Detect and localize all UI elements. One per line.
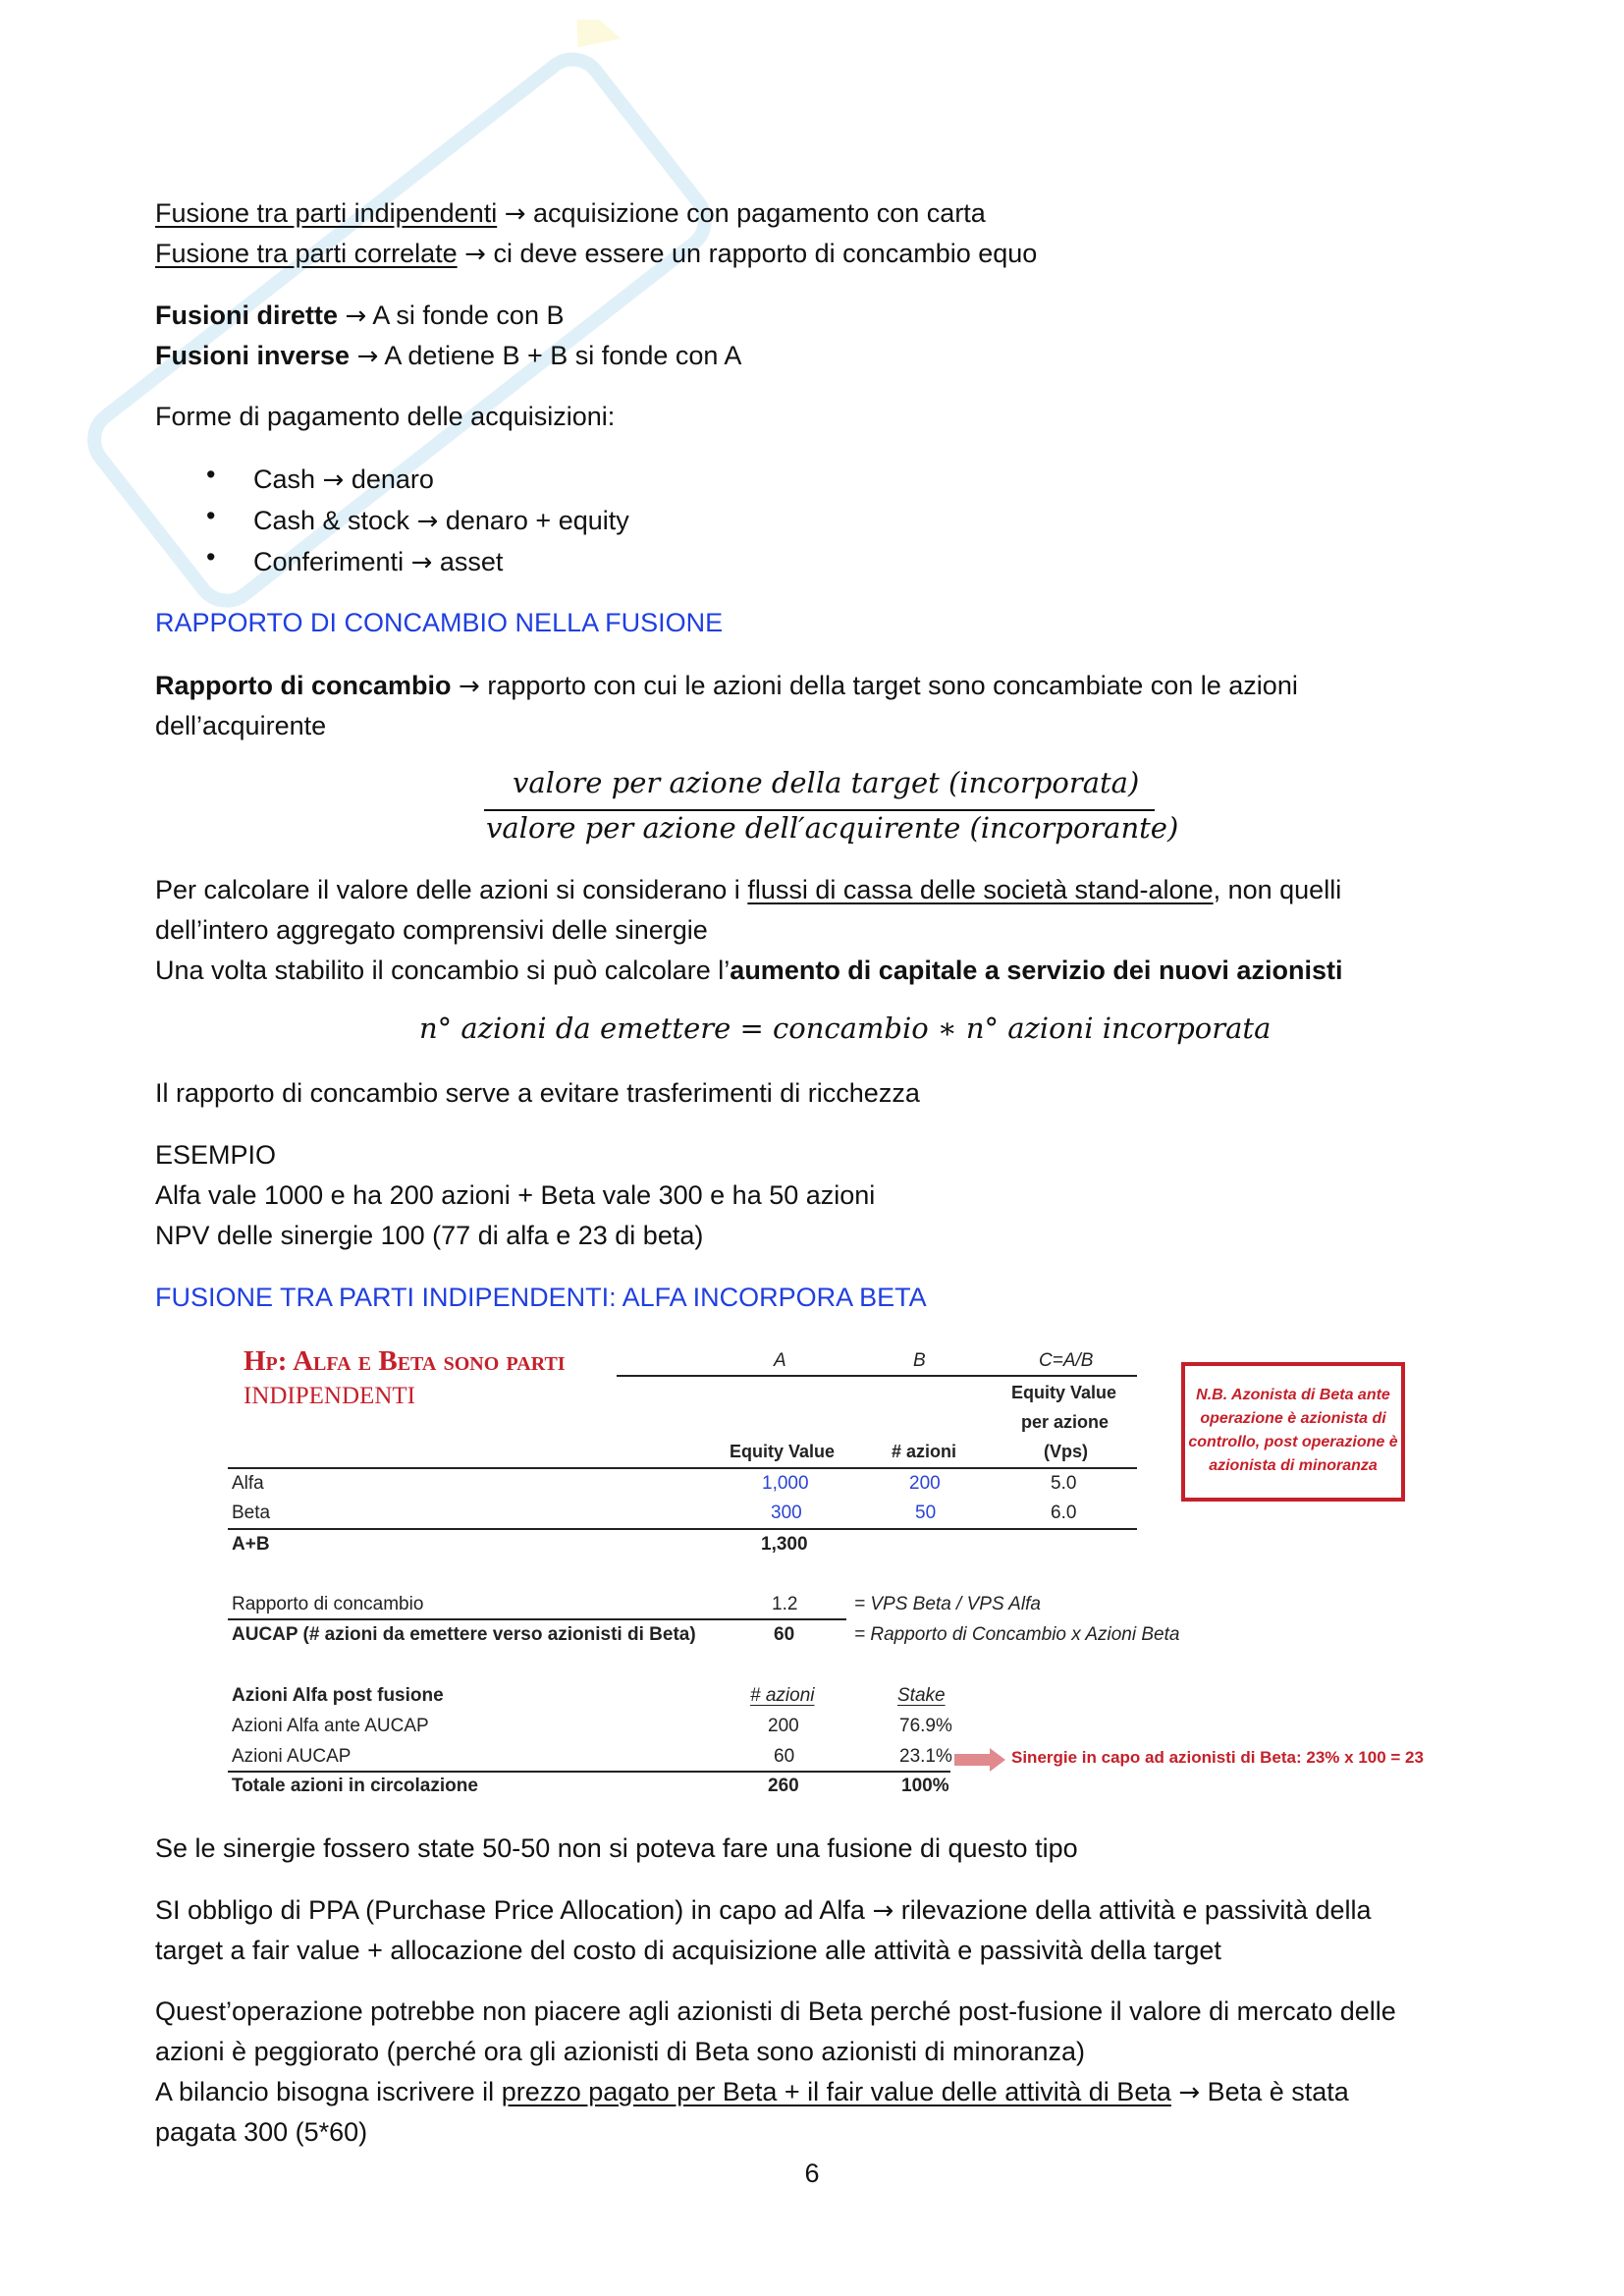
bullet-icon: • xyxy=(206,542,216,572)
line-independent-merger xyxy=(155,193,986,235)
row-label-beta: Beta xyxy=(232,1503,271,1523)
section-heading-alfa-incorporates-beta: FUSIONE TRA PARTI INDIPENDENTI: ALFA INCORPORA BETA xyxy=(155,1283,927,1312)
bullet-definition: denaro + equity xyxy=(438,506,629,535)
line-balance-sheet xyxy=(155,2072,1349,2113)
note-aucap: = Rapporto di Concambio x Azioni Beta xyxy=(854,1624,1180,1645)
cell-aucap-shares: 60 xyxy=(774,1746,795,1767)
arrow-icon: → xyxy=(322,465,345,495)
definition-text: ci deve essere un rapporto di concambio equo xyxy=(485,239,1038,268)
bullet-item-conferimenti xyxy=(253,542,503,583)
page-number: 6 xyxy=(804,2159,820,2188)
payment-forms-intro: Forme di pagamento delle acquisizioni: xyxy=(155,402,616,431)
row-label-aucap-shares: Azioni AUCAP xyxy=(232,1746,352,1767)
arrow-icon: → xyxy=(416,507,439,536)
table-rule xyxy=(228,1618,846,1620)
bullet-item-cash xyxy=(253,460,434,501)
term-direct-merger: Fusioni dirette xyxy=(155,301,339,330)
col-letter-b: B xyxy=(913,1350,926,1371)
underlined-price-paid: prezzo pagato per Beta + il fair value delle attività di Beta xyxy=(501,2077,1171,2106)
definition-text: acquisizione con pagamento con carta xyxy=(525,198,986,228)
line-inverse-merger xyxy=(155,336,741,377)
definition-text: A detiene B + B si fonde con A xyxy=(378,341,742,370)
line-paid-300: pagata 300 (5*60) xyxy=(155,2117,368,2147)
bullet-icon: • xyxy=(206,460,216,489)
line-capital-increase xyxy=(155,951,1342,991)
post-fusion-header: Azioni Alfa post fusione xyxy=(232,1685,444,1706)
row-label-total-shares: Totale azioni in circolazione xyxy=(232,1776,478,1796)
text-part: Beta è stata xyxy=(1200,2077,1349,2106)
arrow-icon: → xyxy=(504,199,526,229)
col-header-shares: # azioni xyxy=(892,1442,957,1461)
arrow-icon: → xyxy=(459,672,480,701)
cell-aucap: 60 xyxy=(774,1624,795,1645)
text-part: rilevazione della attività e passività della xyxy=(893,1895,1372,1925)
text-part: Una volta stabilito il concambio si può calcolare l’ xyxy=(155,956,731,985)
bullet-term: Cash & stock xyxy=(253,506,417,535)
cell-alfa-vps: 5.0 xyxy=(1051,1473,1077,1494)
bullet-icon: • xyxy=(206,501,216,530)
nb-note-text: N.B. Azonista di Beta ante operazione è azionista di controllo, post operazione è azionista di minoranza xyxy=(1188,1387,1398,1474)
cell-beta-equity: 300 xyxy=(771,1503,802,1523)
vps-header-line2: per azione xyxy=(1021,1412,1110,1432)
col-letter-c: C=A/B xyxy=(1039,1350,1094,1371)
nb-note-box xyxy=(1181,1362,1405,1502)
row-label-exchange-ratio: Rapporto di concambio xyxy=(232,1594,424,1614)
note-synergy: Sinergie in capo ad azionisti di Beta: 23% x 100 = 23 xyxy=(1011,1748,1424,1767)
term-exchange-ratio: Rapporto di concambio xyxy=(155,671,452,700)
arrow-icon: → xyxy=(1178,2078,1201,2107)
line-share-value-calc xyxy=(155,870,1341,910)
bullet-item-cash-stock xyxy=(253,501,629,542)
line-aggregate: dell’intero aggregato comprensivi delle sinergie xyxy=(155,915,708,945)
formula-numerator: valore per azione della target (incorporata) xyxy=(513,766,1140,799)
cell-alfa-shares: 200 xyxy=(909,1473,941,1494)
arrow-icon: → xyxy=(345,301,367,331)
underlined-cash-flows: flussi di cassa delle società stand-alone xyxy=(747,875,1214,904)
cell-exchange-ratio: 1.2 xyxy=(772,1594,798,1614)
formula-denominator: valore per azione dell′acquirente (incorporante) xyxy=(486,811,1179,845)
red-arrow-icon xyxy=(954,1748,1005,1772)
definition-text: rapporto con cui le azioni della target sono concambiate con le azioni xyxy=(479,671,1298,700)
cell-beta-vps: 6.0 xyxy=(1051,1503,1077,1523)
text-part: SI obbligo di PPA (Purchase Price Allocation) in capo ad Alfa xyxy=(155,1895,873,1925)
cell-alfa-equity: 1,000 xyxy=(762,1473,809,1494)
note-exchange-ratio: = VPS Beta / VPS Alfa xyxy=(854,1594,1041,1614)
vps-header-line3: (Vps) xyxy=(1044,1442,1088,1461)
arrow-icon: → xyxy=(464,240,486,269)
bullet-term: Cash xyxy=(253,465,323,494)
line-direct-merger xyxy=(155,296,564,337)
row-label-alfa: Alfa xyxy=(232,1473,264,1494)
table-rule xyxy=(228,1771,950,1773)
line-beta-shareholders: Quest’operazione potrebbe non piacere agli azionisti di Beta perché post-fusione il valore di mercato delle xyxy=(155,1996,1396,2026)
line-exchange-ratio-definition xyxy=(155,666,1298,707)
arrow-icon: → xyxy=(410,548,433,577)
table-rule xyxy=(228,1467,1137,1469)
bullet-term: Conferimenti xyxy=(253,547,411,576)
term-correlated-merger: Fusione tra parti correlate xyxy=(155,239,458,268)
text-part: , non quelli xyxy=(1213,875,1342,904)
col-header-equity-value: Equity Value xyxy=(730,1442,836,1461)
formula-shares-to-issue: n° azioni da emettere = concambio ∗ n° azioni incorporata xyxy=(419,1011,1272,1045)
arrow-icon: → xyxy=(872,1896,894,1926)
example-line-2: NPV delle sinergie 100 (77 di alfa e 23 di beta) xyxy=(155,1221,704,1250)
bold-capital-increase: aumento di capitale a servizio dei nuovi azionisti xyxy=(730,956,1343,985)
example-label: ESEMPIO xyxy=(155,1140,277,1170)
cell-total-stake: 100% xyxy=(901,1776,949,1796)
row-label-ante-aucap: Azioni Alfa ante AUCAP xyxy=(232,1716,429,1736)
term-inverse-merger: Fusioni inverse xyxy=(155,341,351,370)
example-line-1: Alfa vale 1000 e ha 200 azioni + Beta vale 300 e ha 50 azioni xyxy=(155,1180,876,1210)
row-label-aucap: AUCAP (# azioni da emettere verso azionisti di Beta) xyxy=(232,1624,696,1645)
vps-header-line1: Equity Value xyxy=(1011,1383,1117,1402)
text-part: Per calcolare il valore delle azioni si considerano i xyxy=(155,875,748,904)
cell-beta-shares: 50 xyxy=(915,1503,937,1523)
line-synergy-5050: Se le sinergie fossero state 50-50 non si poteva fare una fusione di questo tipo xyxy=(155,1833,1078,1863)
line-ppa-continuation: target a fair value + allocazione del costo di acquisizione alle attività e passività della target xyxy=(155,1936,1221,1965)
table-title-line1: Hp: Alfa e Beta sono parti xyxy=(244,1345,566,1377)
cell-ante-shares: 200 xyxy=(768,1716,799,1736)
table-title-line2: INDIPENDENTI xyxy=(244,1383,415,1409)
bullet-definition: denaro xyxy=(344,465,434,494)
cell-total-shares: 260 xyxy=(768,1776,799,1796)
section-heading-exchange-ratio: RAPPORTO DI CONCAMBIO NELLA FUSIONE xyxy=(155,608,724,637)
definition-text: A si fonde con B xyxy=(366,301,565,330)
line-ppa xyxy=(155,1890,1372,1932)
row-label-total: A+B xyxy=(232,1534,270,1555)
cell-total-equity: 1,300 xyxy=(761,1534,808,1555)
term-independent-merger: Fusione tra parti indipendenti xyxy=(155,198,498,228)
col-letter-a: A xyxy=(774,1350,786,1371)
table-rule xyxy=(228,1528,1137,1530)
post-col-stake: Stake xyxy=(897,1685,946,1706)
cell-ante-stake: 76.9% xyxy=(899,1716,952,1736)
header-rule xyxy=(617,1375,1137,1377)
arrow-icon: → xyxy=(356,342,379,371)
post-col-shares: # azioni xyxy=(750,1685,815,1706)
line-correlated-merger xyxy=(155,234,1037,275)
bullet-definition: asset xyxy=(432,547,504,576)
text-part: A bilancio bisogna iscrivere il xyxy=(155,2077,502,2106)
line-beta-minority: azioni è peggiorato (perché ora gli azionisti di Beta sono azionisti di minoranza) xyxy=(155,2037,1086,2066)
line-wealth-transfer: Il rapporto di concambio serve a evitare trasferimenti di ricchezza xyxy=(155,1078,920,1108)
cell-aucap-stake: 23.1% xyxy=(899,1746,952,1767)
definition-continuation: dell’acquirente xyxy=(155,711,327,740)
